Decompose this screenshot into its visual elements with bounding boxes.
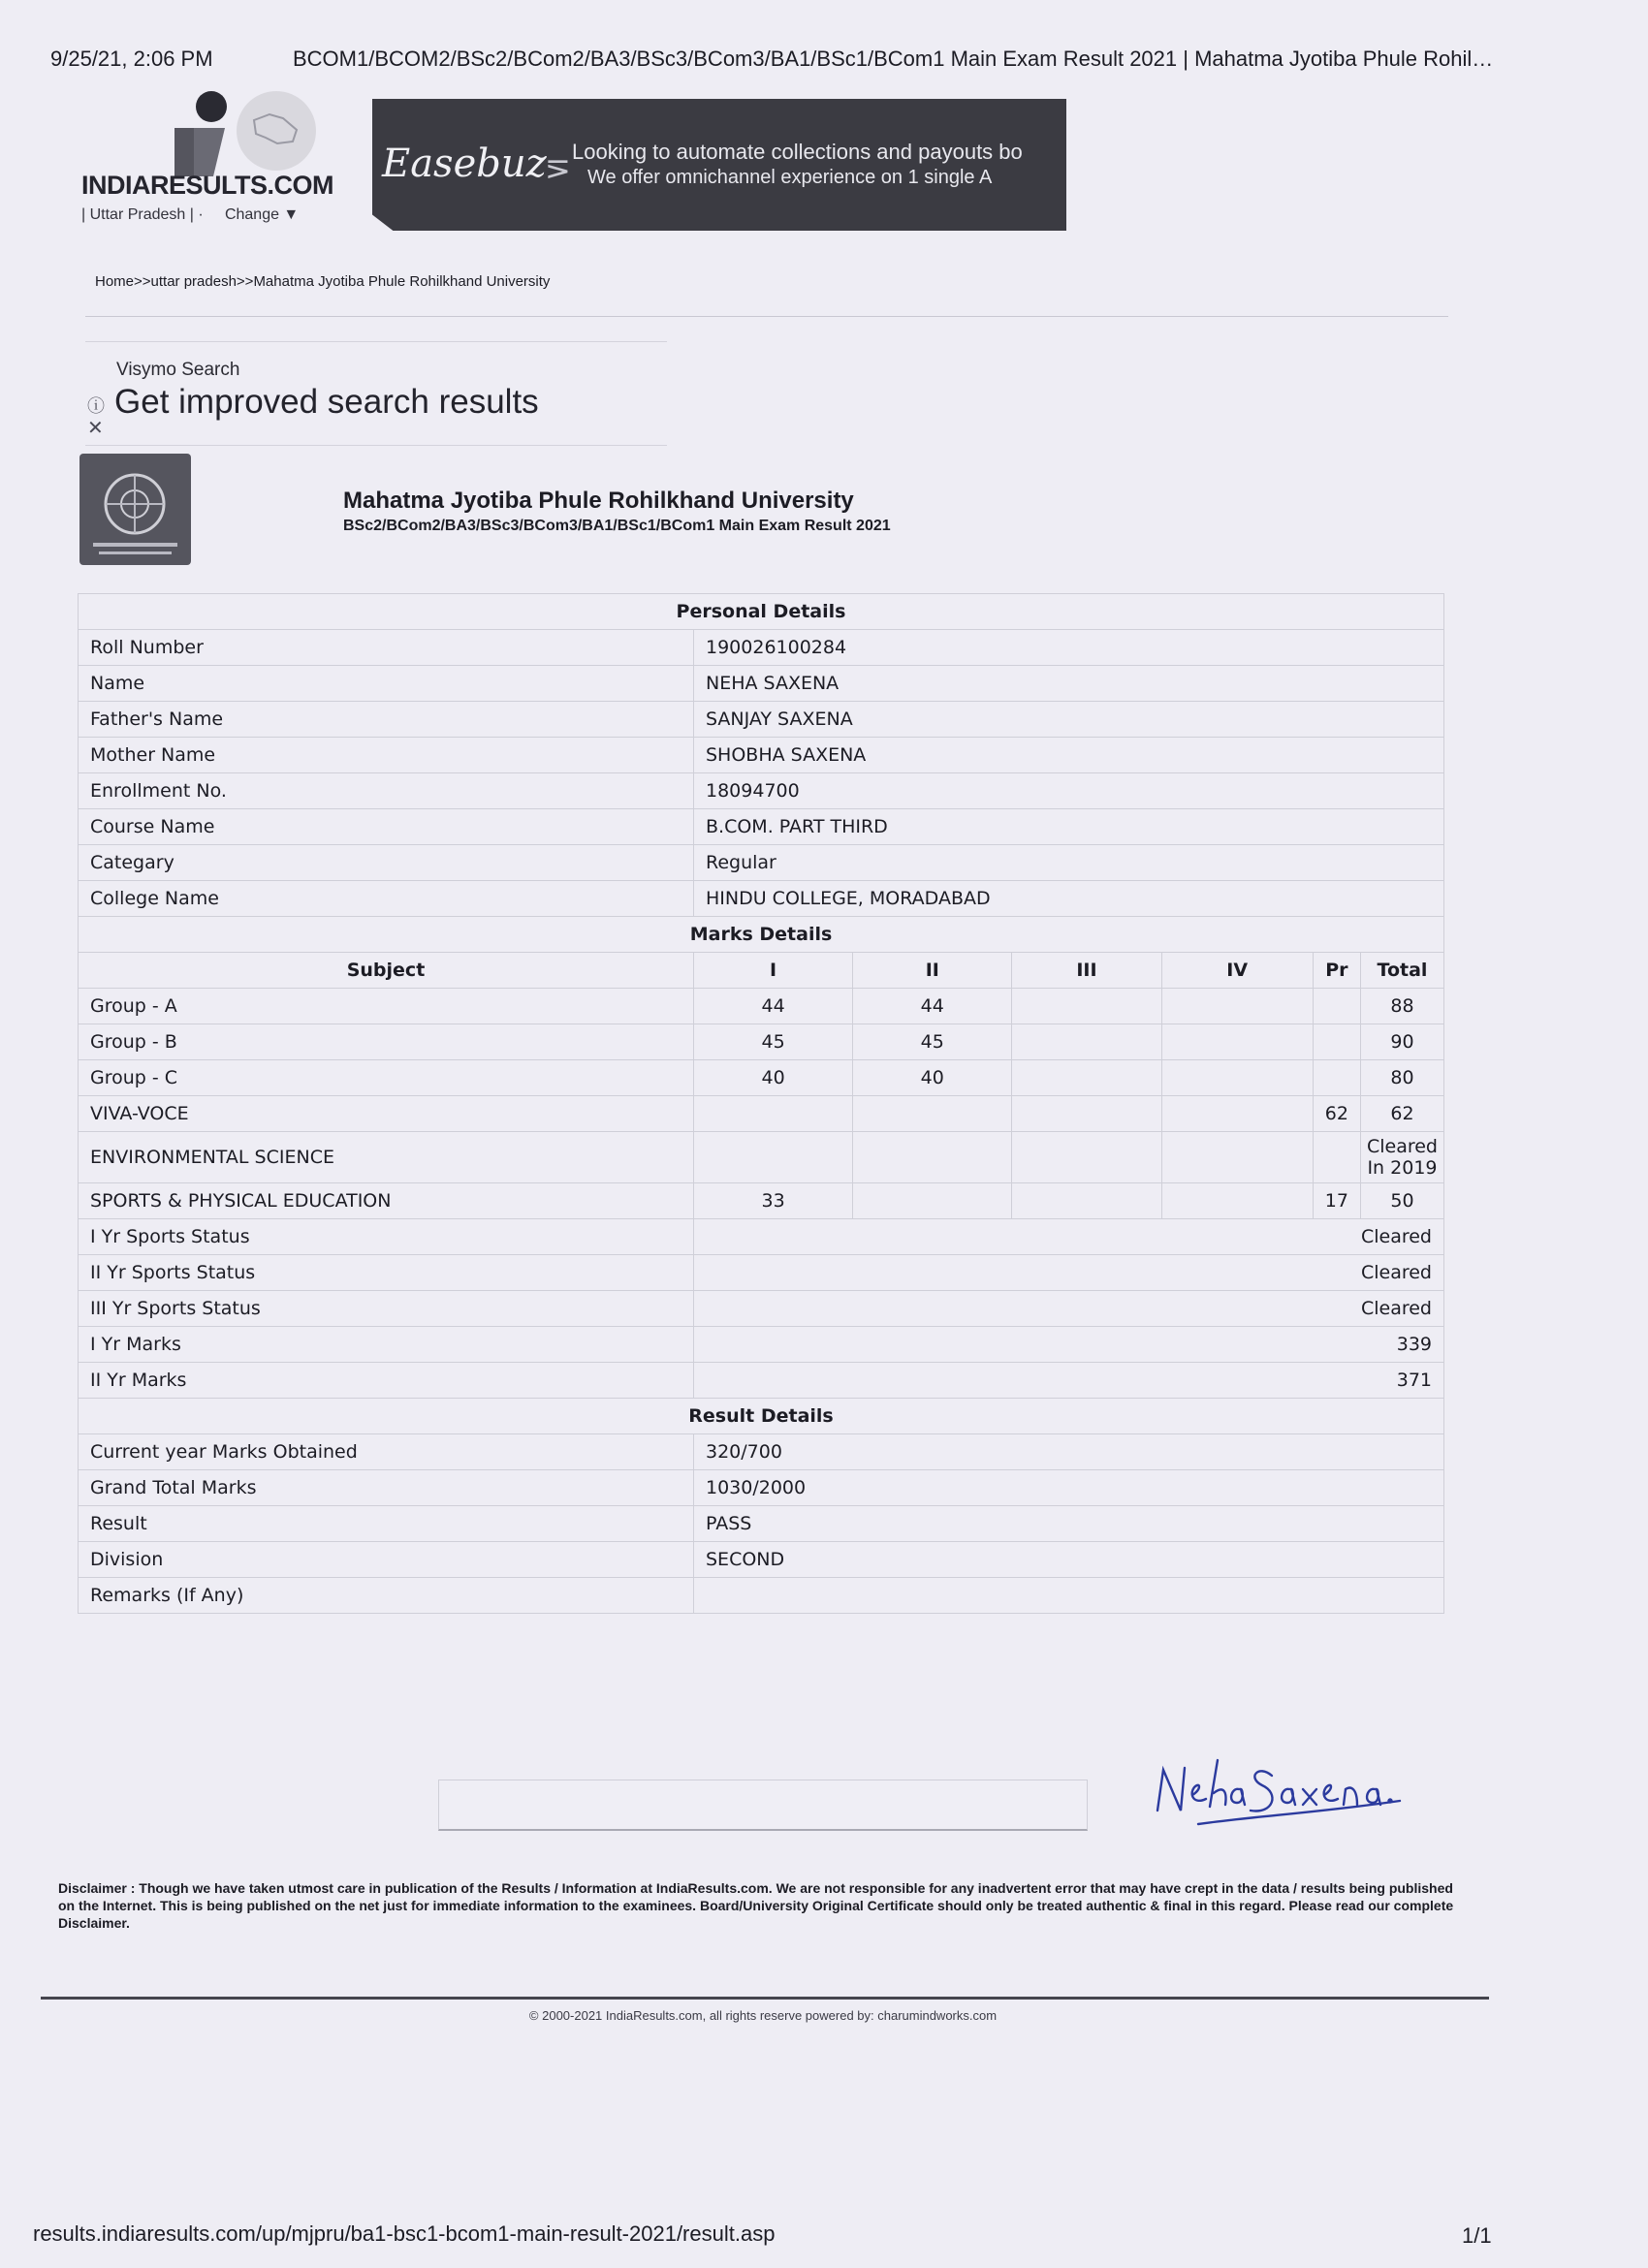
copyright-text: © 2000-2021 IndiaResults.com, all rights reserve powered by: charumindworks.com — [528, 2008, 998, 2023]
mark-cell: 50 — [1360, 1183, 1443, 1219]
result-detail-row — [79, 1542, 1444, 1578]
field-label: II Yr Sports Status — [79, 1255, 694, 1291]
field-label: Name — [79, 666, 694, 702]
mark-cell — [1161, 1183, 1313, 1219]
subject-name: ENVIRONMENTAL SCIENCE — [79, 1132, 694, 1183]
mark-cell: 45 — [694, 1024, 853, 1060]
site-logo-text: INDIARESULTS.COM — [81, 171, 333, 200]
field-value: Cleared — [694, 1255, 1444, 1291]
mark-cell: 40 — [694, 1060, 853, 1096]
field-label: Remarks (If Any) — [79, 1578, 694, 1614]
print-page-number: 1/1 — [1462, 2223, 1492, 2248]
close-icon[interactable]: ✕ — [87, 418, 104, 439]
print-datetime: 9/25/21, 2:06 PM — [50, 47, 213, 71]
mark-cell — [1012, 1060, 1161, 1096]
column-header: III — [1012, 953, 1161, 989]
subject-name: Group - A — [79, 989, 694, 1024]
mark-cell: 62 — [1360, 1096, 1443, 1132]
marks-header-row — [79, 953, 1444, 989]
field-label: Result — [79, 1506, 694, 1542]
column-header: Total — [1360, 953, 1443, 989]
field-value: 371 — [694, 1363, 1444, 1399]
field-label: I Yr Sports Status — [79, 1219, 694, 1255]
personal-detail-row — [79, 630, 1444, 666]
divider — [85, 316, 1448, 317]
university-seal-icon — [79, 454, 191, 565]
marks-details-heading: Marks Details — [79, 917, 1444, 953]
column-header: Subject — [79, 953, 694, 989]
handwritten-signature — [1146, 1735, 1408, 1842]
result-table — [78, 593, 1444, 1614]
mark-cell — [1012, 1183, 1161, 1219]
result-detail-row — [79, 1506, 1444, 1542]
disclaimer-text: Disclaimer : Though we have taken utmost care in publication of the Results / Information at IndiaResults.com. We are not responsible for any inadvertent error that may have crept in the data / results being published on the Internet. This is being published on the net just for immediate information to the examinees. Board/University Original Certificate should only be treated authentic & final in this regard. Please read our complete Disclaimer. — [58, 1880, 1454, 1931]
personal-details-heading-row — [79, 594, 1444, 630]
personal-detail-row — [79, 666, 1444, 702]
ad-brand: Easebuz — [382, 142, 547, 186]
visymo-label: Visymo Search — [116, 360, 240, 380]
mark-cell — [1012, 1024, 1161, 1060]
marks-row — [79, 1060, 1444, 1096]
mark-cell — [1313, 1060, 1360, 1096]
marks-row — [79, 989, 1444, 1024]
subject-name: Group - C — [79, 1060, 694, 1096]
field-value: Cleared — [694, 1291, 1444, 1327]
field-label: Categary — [79, 845, 694, 881]
university-name: Mahatma Jyotiba Phule Rohilkhand University — [343, 488, 854, 514]
field-label: Course Name — [79, 809, 694, 845]
field-label: III Yr Sports Status — [79, 1291, 694, 1327]
state-label: | Uttar Pradesh | — [81, 206, 194, 223]
marks-details-heading-row — [79, 917, 1444, 953]
change-state-link[interactable]: Change ▼ — [224, 206, 300, 223]
mark-cell: 80 — [1360, 1060, 1443, 1096]
personal-details-heading: Personal Details — [79, 594, 1444, 630]
field-value: PASS — [694, 1506, 1444, 1542]
personal-detail-row — [79, 738, 1444, 773]
column-header: II — [853, 953, 1012, 989]
mark-cell — [1012, 1096, 1161, 1132]
field-value: 339 — [694, 1327, 1444, 1363]
mark-cell — [1313, 1132, 1360, 1183]
mark-cell: 62 — [1313, 1096, 1360, 1132]
mark-cell: 44 — [853, 989, 1012, 1024]
field-label: I Yr Marks — [79, 1327, 694, 1363]
marks-status-row — [79, 1291, 1444, 1327]
result-detail-row — [79, 1470, 1444, 1506]
field-label: Current year Marks Obtained — [79, 1434, 694, 1470]
breadcrumb[interactable]: Home>>uttar pradesh>>Mahatma Jyotiba Phule Rohilkhand University — [95, 273, 551, 290]
field-value: B.COM. PART THIRD — [694, 809, 1444, 845]
advertisement-banner[interactable] — [372, 99, 1066, 231]
mark-cell: 45 — [853, 1024, 1012, 1060]
mark-cell — [1161, 1096, 1313, 1132]
personal-detail-row — [79, 845, 1444, 881]
field-value: 190026100284 — [694, 630, 1444, 666]
field-value: SECOND — [694, 1542, 1444, 1578]
site-logo[interactable]: INDIARESULTS.COM | Uttar Pradesh | · Change ▼ — [81, 89, 324, 225]
ad-text-line2: We offer omnichannel experience on 1 single A — [587, 167, 993, 188]
result-detail-row — [79, 1434, 1444, 1470]
personal-detail-row — [79, 809, 1444, 845]
field-value: NEHA SAXENA — [694, 666, 1444, 702]
footer-divider — [41, 1997, 1489, 2000]
field-value: Cleared — [694, 1219, 1444, 1255]
mark-cell: 33 — [694, 1183, 853, 1219]
ad-text-line1: Looking to automate collections and payouts bo — [572, 140, 1023, 164]
marks-row — [79, 1024, 1444, 1060]
marks-status-row — [79, 1363, 1444, 1399]
ad-brand-mark-icon: ⋝ — [545, 150, 571, 185]
mark-cell — [1161, 1024, 1313, 1060]
mark-cell: 90 — [1360, 1024, 1443, 1060]
marks-row — [79, 1096, 1444, 1132]
personal-detail-row — [79, 881, 1444, 917]
print-url: results.indiaresults.com/up/mjpru/ba1-bsc1-bcom1-main-result-2021/result.asp — [33, 2221, 776, 2246]
exam-title: BSc2/BCom2/BA3/BSc3/BCom3/BA1/BSc1/BCom1 Main Exam Result 2021 — [343, 518, 891, 534]
field-value — [694, 1578, 1444, 1614]
marks-status-row — [79, 1219, 1444, 1255]
mark-cell — [1161, 1060, 1313, 1096]
mark-cell — [1012, 1132, 1161, 1183]
mark-cell — [853, 1132, 1012, 1183]
field-value: 18094700 — [694, 773, 1444, 809]
subject-name: VIVA-VOCE — [79, 1096, 694, 1132]
result-detail-row — [79, 1578, 1444, 1614]
personal-detail-row — [79, 773, 1444, 809]
field-value: HINDU COLLEGE, MORADABAD — [694, 881, 1444, 917]
field-value: Regular — [694, 845, 1444, 881]
info-icon[interactable]: ⓘ — [87, 396, 105, 416]
column-header: Pr — [1313, 953, 1360, 989]
field-label: Grand Total Marks — [79, 1470, 694, 1506]
field-label: Roll Number — [79, 630, 694, 666]
print-page-title: BCOM1/BCOM2/BSc2/BCom2/BA3/BSc3/BCom3/BA1/BSc1/BCom1 Main Exam Result 2021 | Mahatma Jyotiba Phule Rohil… — [293, 47, 1494, 71]
result-details-heading-row — [79, 1399, 1444, 1434]
column-header: IV — [1161, 953, 1313, 989]
field-label: Father's Name — [79, 702, 694, 738]
mark-cell — [853, 1183, 1012, 1219]
visymo-headline[interactable]: Get improved search results — [114, 383, 539, 421]
field-label: Enrollment No. — [79, 773, 694, 809]
marks-row — [79, 1132, 1444, 1183]
mark-cell: 40 — [853, 1060, 1012, 1096]
mark-cell — [853, 1096, 1012, 1132]
mark-cell: Cleared In 2019 — [1360, 1132, 1443, 1183]
field-label: II Yr Marks — [79, 1363, 694, 1399]
subject-name: Group - B — [79, 1024, 694, 1060]
mark-cell: 44 — [694, 989, 853, 1024]
mark-cell: 88 — [1360, 989, 1443, 1024]
column-header: I — [694, 953, 853, 989]
marks-status-row — [79, 1327, 1444, 1363]
mark-cell — [1313, 1024, 1360, 1060]
field-label: Division — [79, 1542, 694, 1578]
visymo-search-ad[interactable] — [85, 341, 667, 446]
field-label: Mother Name — [79, 738, 694, 773]
mark-cell — [694, 1132, 853, 1183]
mark-cell — [1161, 1132, 1313, 1183]
state-map-icon — [237, 91, 316, 171]
marks-status-row — [79, 1255, 1444, 1291]
mark-cell: 17 — [1313, 1183, 1360, 1219]
field-value: 320/700 — [694, 1434, 1444, 1470]
comment-input[interactable] — [438, 1780, 1088, 1831]
personal-detail-row — [79, 702, 1444, 738]
result-details-heading: Result Details — [79, 1399, 1444, 1434]
person-logo-icon — [174, 89, 238, 180]
marks-row — [79, 1183, 1444, 1219]
mark-cell — [1313, 989, 1360, 1024]
mark-cell — [1012, 989, 1161, 1024]
field-value: SHOBHA SAXENA — [694, 738, 1444, 773]
mark-cell — [694, 1096, 853, 1132]
field-label: College Name — [79, 881, 694, 917]
mark-cell — [1161, 989, 1313, 1024]
field-value: 1030/2000 — [694, 1470, 1444, 1506]
field-value: SANJAY SAXENA — [694, 702, 1444, 738]
subject-name: SPORTS & PHYSICAL EDUCATION — [79, 1183, 694, 1219]
